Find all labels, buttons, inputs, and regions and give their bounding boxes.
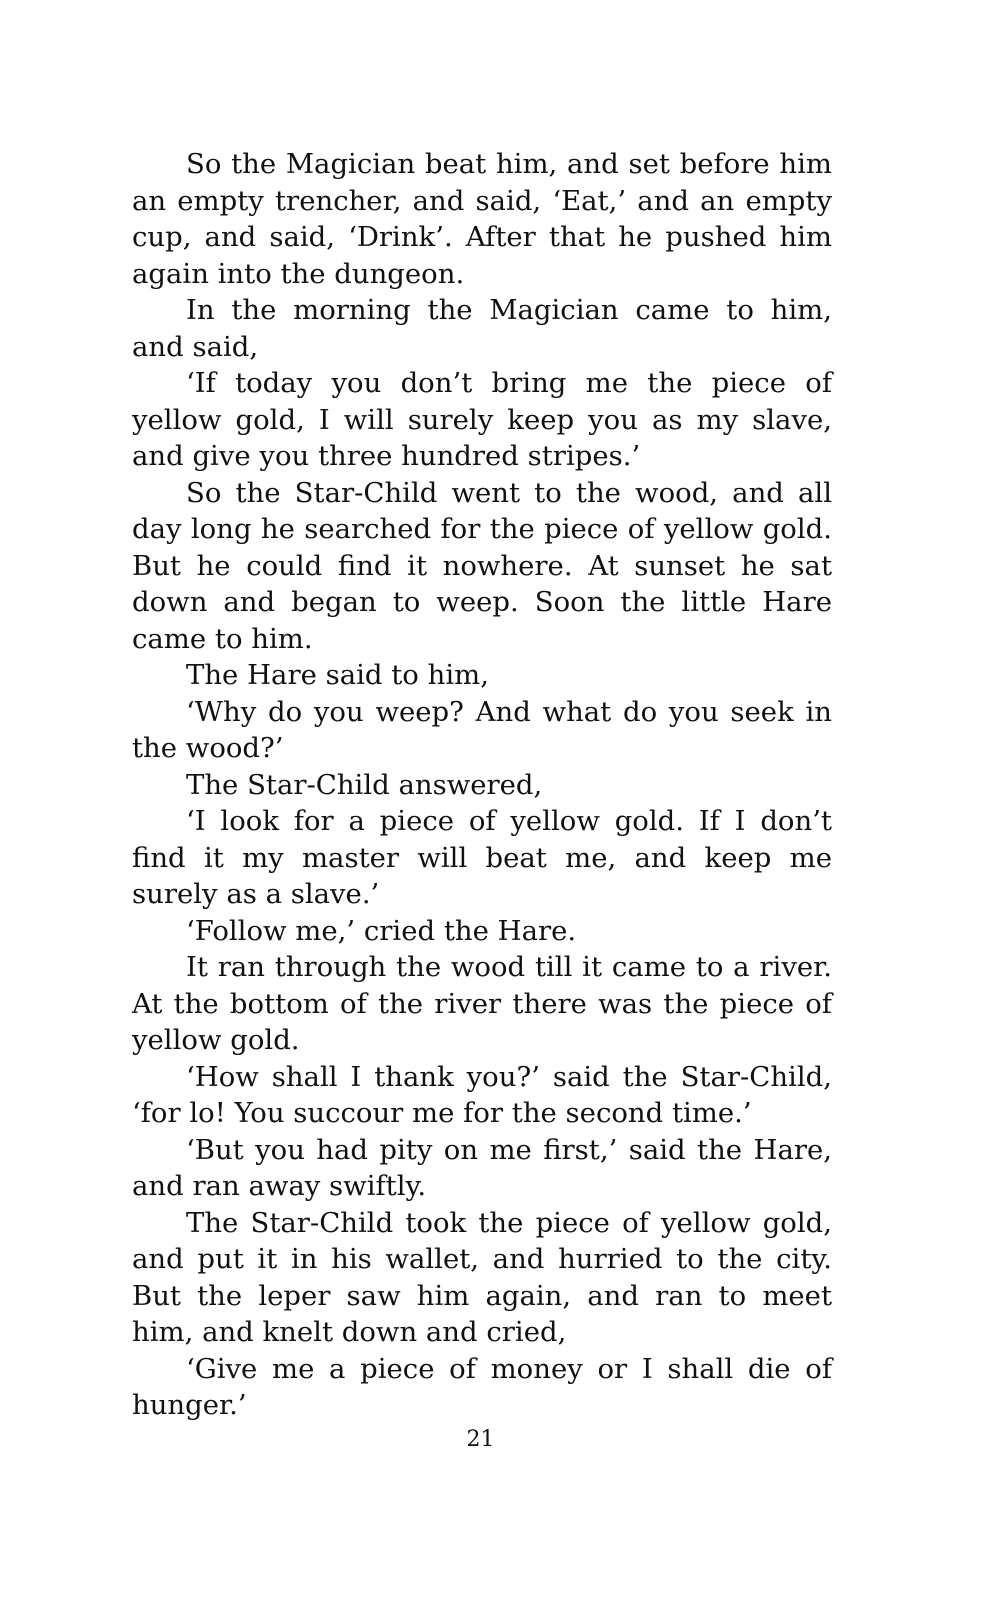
- paragraph: ‘But you had pity on me first,’ said the Hare, and ran away swiftly.: [132, 1133, 832, 1202]
- paragraph: So the Magician beat him, and set before him an empty trencher, and said, ‘Eat,’ and an empty cup, and said, ‘Drink’. After that he pushed him again into the dungeon.: [132, 148, 832, 290]
- paragraph: It ran through the wood till it came to a river. At the bottom of the river there was the piece of yellow gold.: [132, 951, 832, 1056]
- paragraph: So the Star-Child went to the wood, and all day long he searched for the piece of yellow gold. But he could find it nowhere. At sunset he sat down and began to weep. Soon the little Hare came to him.: [132, 476, 832, 655]
- paragraph: The Hare said to him,: [186, 659, 489, 691]
- page-text-block: [132, 146, 832, 1424]
- paragraph: The Star-Child answered,: [186, 768, 543, 801]
- paragraph: ‘Follow me,’ cried the Hare.: [186, 914, 577, 947]
- paragraph: ‘Why do you weep? And what do you seek in the wood?’: [132, 695, 832, 764]
- paragraph: In the morning the Magician came to him, and said,: [132, 294, 832, 363]
- paragraph: ‘How shall I thank you?’ said the Star-Child, ‘for lo! You succour me for the second time.’: [132, 1060, 832, 1129]
- paragraph: ‘If today you don’t bring me the piece of yellow gold, I will surely keep you as my slave, and give you three hundred stripes.’: [132, 367, 832, 472]
- page-number: 21: [466, 1427, 495, 1452]
- paragraph: ‘Give me a piece of money or I shall die of hunger.’: [132, 1352, 832, 1421]
- paragraph: The Star-Child took the piece of yellow gold, and put it in his wallet, and hurried to the city. But the leper saw him again, and ran to meet him, and knelt down and cried,: [132, 1206, 832, 1348]
- paragraph: ‘I look for a piece of yellow gold. If I don’t find it my master will beat me, and keep me surely as a slave.’: [132, 805, 832, 910]
